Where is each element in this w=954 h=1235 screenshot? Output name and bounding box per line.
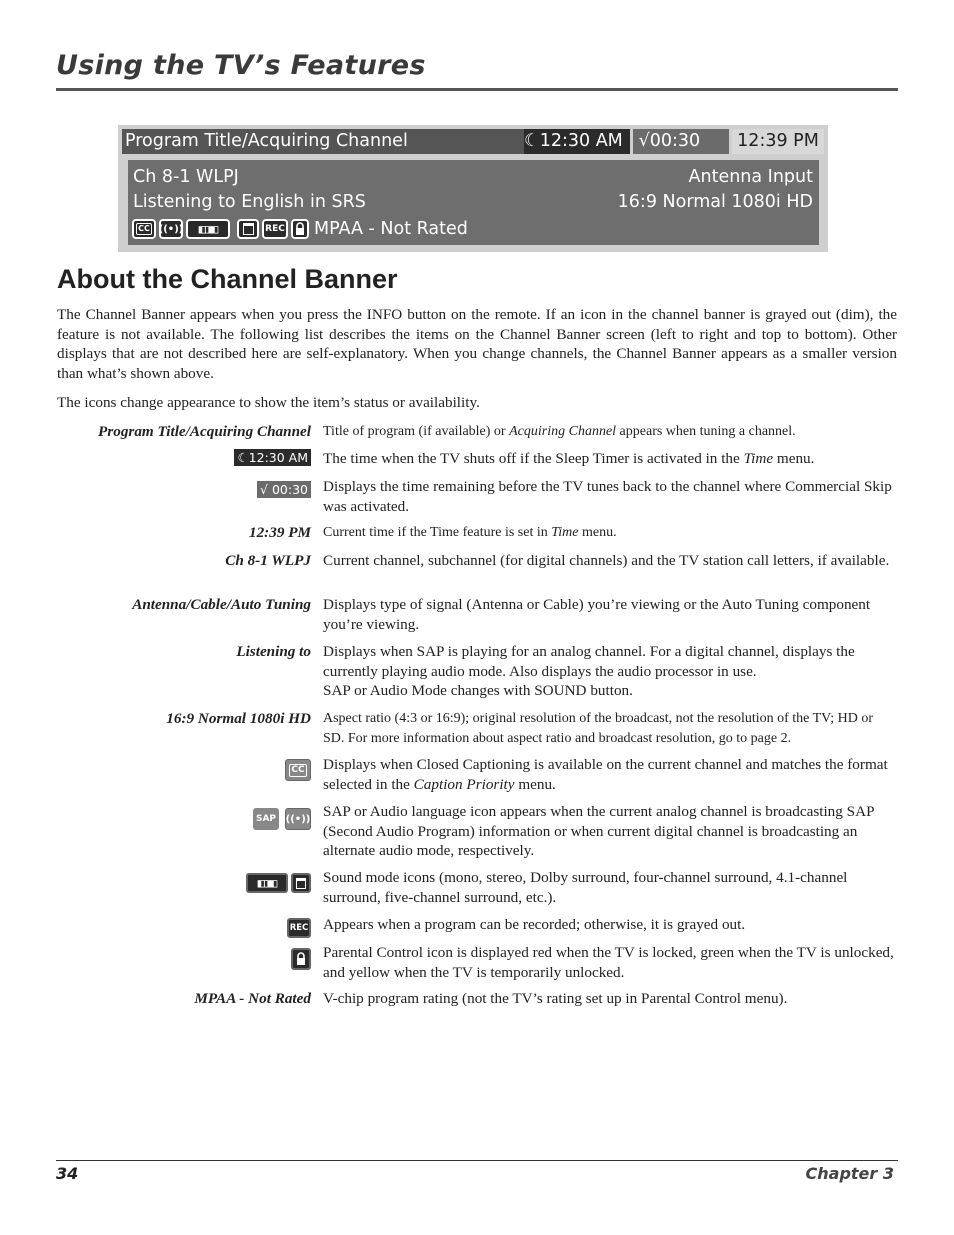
desc-text: menu. [773, 450, 815, 467]
rec-icon: REC [262, 219, 288, 239]
banner-skip-time: 00:30 [649, 131, 701, 151]
banner-commercial-skip [633, 129, 729, 154]
desc-text: The time when the TV shuts off if the Sleep Timer is activated in the [323, 450, 744, 467]
footer-rule [56, 1160, 898, 1161]
term-parental-lock [57, 948, 311, 970]
stereo-icon [291, 873, 311, 893]
channel-banner [118, 125, 828, 252]
sleep-timer-pill: ☾12:30 AM [234, 449, 311, 466]
audio-language-icon: ((•)) [159, 219, 183, 239]
desc-commercial-skip: Displays the time remaining before the TV tunes back to the channel where Commercial Skip was activated. [323, 478, 892, 515]
desc-italic: Time [551, 525, 579, 540]
term-record [57, 918, 311, 938]
term-rating: MPAA - Not Rated [194, 990, 311, 1007]
banner-channel: Ch 8-1 WLPJ [133, 167, 239, 187]
sound-mode-icon: ◧◨◧ [246, 873, 288, 893]
desc-closed-caption [323, 755, 897, 794]
desc-italic: Acquiring Channel [509, 424, 617, 439]
intro-paragraph: The Channel Banner appears when you press the INFO button on the remote. If an icon in the channel banner is grayed out (dim), the feature is not available. The following list describes the items on the Channel Banner screen (left to right and top to bottom). Other displays that are not described here are self-explanatory. When you change channels, the Channel Banner appears as a smaller version than what’s shown above. [57, 306, 897, 382]
term-program-title: Program Title/Acquiring Channel [98, 423, 311, 440]
banner-clock: 12:39 PM [732, 129, 824, 154]
cc-icon-label: CC [291, 764, 305, 775]
desc-parental-lock: Parental Control icon is displayed red when the TV is locked, green when the TV is unlocked, and yellow when the TV is temporarily unlocked. [323, 944, 894, 981]
commercial-skip-pill: √ 00:30 [257, 481, 311, 498]
sound-mode-icon: ◧◨◧ [186, 219, 230, 239]
desc-text: appears when tuning a channel. [616, 424, 796, 439]
term-listening: Listening to [236, 643, 311, 660]
desc-text: Title of program (if available) or [323, 424, 510, 439]
desc-text: SAP or Audio Mode changes with SOUND button. [323, 682, 633, 699]
desc-sleep-timer [323, 449, 897, 469]
rec-icon: REC [287, 918, 311, 938]
desc-text: Displays when Closed Captioning is available on the current channel and matches the format selected in the [323, 756, 888, 793]
desc-record: Appears when a program can be recorded; otherwise, it is grayed out. [323, 916, 746, 933]
lock-icon [291, 219, 309, 239]
cc-icon [285, 759, 311, 781]
header-rule [56, 88, 898, 91]
chapter-label: Chapter 3 [805, 1164, 894, 1183]
stereo-icon [237, 219, 259, 239]
banner-rating: MPAA - Not Rated [314, 219, 468, 239]
term-sap-audio [57, 808, 311, 830]
term-sound-mode [57, 873, 311, 893]
check-arrow-icon: √ [638, 131, 650, 151]
desc-text: Current time if the Time feature is set in [323, 525, 552, 540]
desc-listening [323, 642, 897, 701]
desc-text: menu. [514, 775, 556, 793]
desc-channel: Current channel, subchannel (for digital channels) and the TV station call letters, if available. [323, 552, 890, 569]
term-format: 16:9 Normal 1080i HD [166, 710, 311, 727]
banner-sleep-time: 12:30 AM [539, 131, 623, 151]
desc-program-title [323, 422, 897, 442]
desc-text: Displays when SAP is playing for an analog channel. For a digital channel, displays the currently playing audio mode. Also displays the audio processor in use. [323, 643, 855, 680]
icons-note-paragraph: The icons change appearance to show the item’s status or availability. [57, 394, 480, 411]
desc-tuning: Displays type of signal (Antenna or Cable) you’re viewing or the Auto Tuning component you’re viewing. [323, 596, 871, 633]
moon-icon: ☾ [524, 131, 540, 151]
cc-icon [132, 219, 156, 239]
audio-language-icon: ((•)) [285, 808, 311, 830]
term-channel: Ch 8-1 WLPJ [225, 552, 311, 569]
cc-icon-label: CC [138, 224, 150, 233]
lock-icon [291, 948, 311, 970]
desc-italic: Time [743, 450, 774, 467]
term-clock: 12:39 PM [248, 524, 311, 541]
page-header-title: Using the TV’s Features [56, 50, 426, 81]
term-tuning: Antenna/Cable/Auto Tuning [132, 596, 311, 613]
term-commercial-skip [57, 481, 311, 498]
sap-icon: SAP [253, 808, 279, 830]
banner-icon-row [132, 217, 468, 241]
section-title: About the Channel Banner [57, 264, 398, 294]
banner-sleep-timer [524, 129, 630, 154]
banner-info-panel [128, 160, 819, 245]
banner-program-title: Program Title/Acquiring Channel [122, 129, 525, 154]
term-sleep-timer [57, 449, 311, 466]
banner-listening: Listening to English in SRS [133, 192, 366, 212]
page-number: 34 [56, 1164, 79, 1183]
term-closed-caption [57, 759, 311, 781]
desc-italic: Caption Priority [413, 775, 515, 793]
desc-sound-mode: Sound mode icons (mono, stereo, Dolby surround, four-channel surround, 4.1-channel surround, five-channel surround, etc.). [323, 869, 848, 906]
desc-text: menu. [578, 525, 617, 540]
banner-top-bar [122, 129, 824, 154]
banner-format: 16:9 Normal 1080i HD [617, 192, 813, 212]
banner-input: Antenna Input [688, 167, 813, 187]
desc-format: Aspect ratio (4:3 or 16:9); original resolution of the broadcast, not the resolution of the TV; HD or SD. For more information about aspect ratio and broadcast resolution, go to page 2. [323, 711, 874, 746]
desc-sap-audio: SAP or Audio language icon appears when the current analog channel is broadcasting SAP (Second Audio Program) information or when current digital channel is broadcasting an alternate audio mode, respectively. [323, 803, 874, 859]
desc-rating: V-chip program rating (not the TV’s rating set up in Parental Control menu). [323, 990, 788, 1007]
desc-clock [323, 523, 897, 543]
